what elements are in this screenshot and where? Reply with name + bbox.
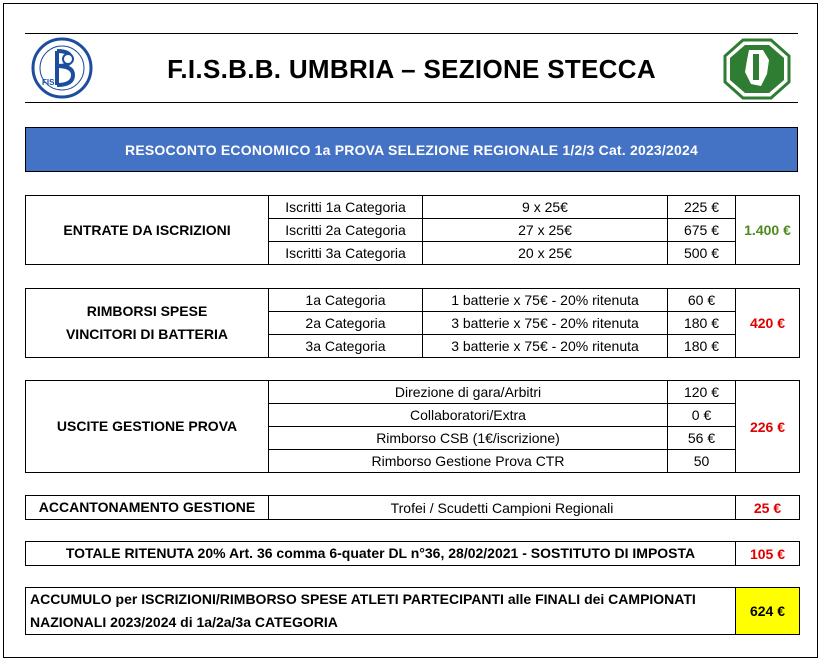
table-row <box>26 289 800 312</box>
entrate-category: Iscritti 3a Categoria <box>269 242 423 265</box>
rimborsi-calc: 3 batterie x 75€ - 20% ritenuta <box>423 312 668 335</box>
uscite-amount: 56 € <box>668 427 736 450</box>
entrate-calc: 20 x 25€ <box>423 242 668 265</box>
header <box>25 33 798 103</box>
uscite-total: 226 € <box>736 381 800 473</box>
ritenuta-table <box>25 541 800 566</box>
rimborsi-amount: 60 € <box>668 289 736 312</box>
ritenuta-total: 105 € <box>736 542 800 566</box>
table-row <box>26 496 800 520</box>
uscite-label: USCITE GESTIONE PROVA <box>26 381 269 473</box>
uscite-table <box>25 380 800 473</box>
table-row <box>26 542 800 566</box>
entrate-category: Iscritti 1a Categoria <box>269 196 423 219</box>
rimborsi-table <box>25 288 800 358</box>
entrate-label: ENTRATE DA ISCRIZIONI <box>26 196 269 265</box>
accantonamento-label: ACCANTONAMENTO GESTIONE <box>26 496 269 520</box>
svg-text:FIS: FIS <box>42 78 55 87</box>
rimborsi-category: 3a Categoria <box>269 335 423 358</box>
accumulo-label: ACCUMULO per ISCRIZIONI/RIMBORSO SPESE ATLETI PARTECIPANTI alle FINALI dei CAMPIONATI NAZIONALI 2023/2024 di 1a/2a/3a CATEGORIA <box>26 588 736 635</box>
uscite-amount: 50 <box>668 450 736 473</box>
accumulo-table <box>25 587 800 635</box>
uscite-amount: 120 € <box>668 381 736 404</box>
rimborsi-amount: 180 € <box>668 335 736 358</box>
entrate-category: Iscritti 2a Categoria <box>269 219 423 242</box>
report-banner: RESOCONTO ECONOMICO 1a PROVA SELEZIONE REGIONALE 1/2/3 Cat. 2023/2024 <box>25 127 798 172</box>
rimborsi-amount: 180 € <box>668 312 736 335</box>
entrate-calc: 27 x 25€ <box>423 219 668 242</box>
uscite-amount: 0 € <box>668 404 736 427</box>
uscite-desc: Rimborso CSB (1€/iscrizione) <box>269 427 668 450</box>
entrate-total: 1.400 € <box>736 196 800 265</box>
rimborsi-calc: 3 batterie x 75€ - 20% ritenuta <box>423 335 668 358</box>
page-title: F.I.S.B.B. UMBRIA – SEZIONE STECCA <box>167 54 656 84</box>
table-row <box>26 588 800 635</box>
uscite-desc: Rimborso Gestione Prova CTR <box>269 450 668 473</box>
ritenuta-label: TOTALE RITENUTA 20% Art. 36 comma 6-quater DL n°36, 28/02/2021 - SOSTITUTO DI IMPOSTA <box>26 542 736 566</box>
table-row <box>26 196 800 219</box>
rimborsi-calc: 1 batterie x 75€ - 20% ritenuta <box>423 289 668 312</box>
uscite-desc: Direzione di gara/Arbitri <box>269 381 668 404</box>
entrate-amount: 675 € <box>668 219 736 242</box>
accantonamento-table <box>25 495 800 520</box>
rimborsi-category: 1a Categoria <box>269 289 423 312</box>
uscite-desc: Collaboratori/Extra <box>269 404 668 427</box>
rimborsi-total: 420 € <box>736 289 800 358</box>
accumulo-total: 624 € <box>736 588 800 635</box>
entrate-amount: 500 € <box>668 242 736 265</box>
entrate-table <box>25 195 800 265</box>
entrate-amount: 225 € <box>668 196 736 219</box>
accantonamento-total: 25 € <box>736 496 800 520</box>
rimborsi-label: RIMBORSI SPESE VINCITORI DI BATTERIA <box>26 289 269 358</box>
rimborsi-category: 2a Categoria <box>269 312 423 335</box>
table-row <box>26 381 800 404</box>
umbria-region-logo-icon <box>723 38 791 100</box>
entrate-calc: 9 x 25€ <box>423 196 668 219</box>
accantonamento-desc: Trofei / Scudetti Campioni Regionali <box>269 496 736 520</box>
